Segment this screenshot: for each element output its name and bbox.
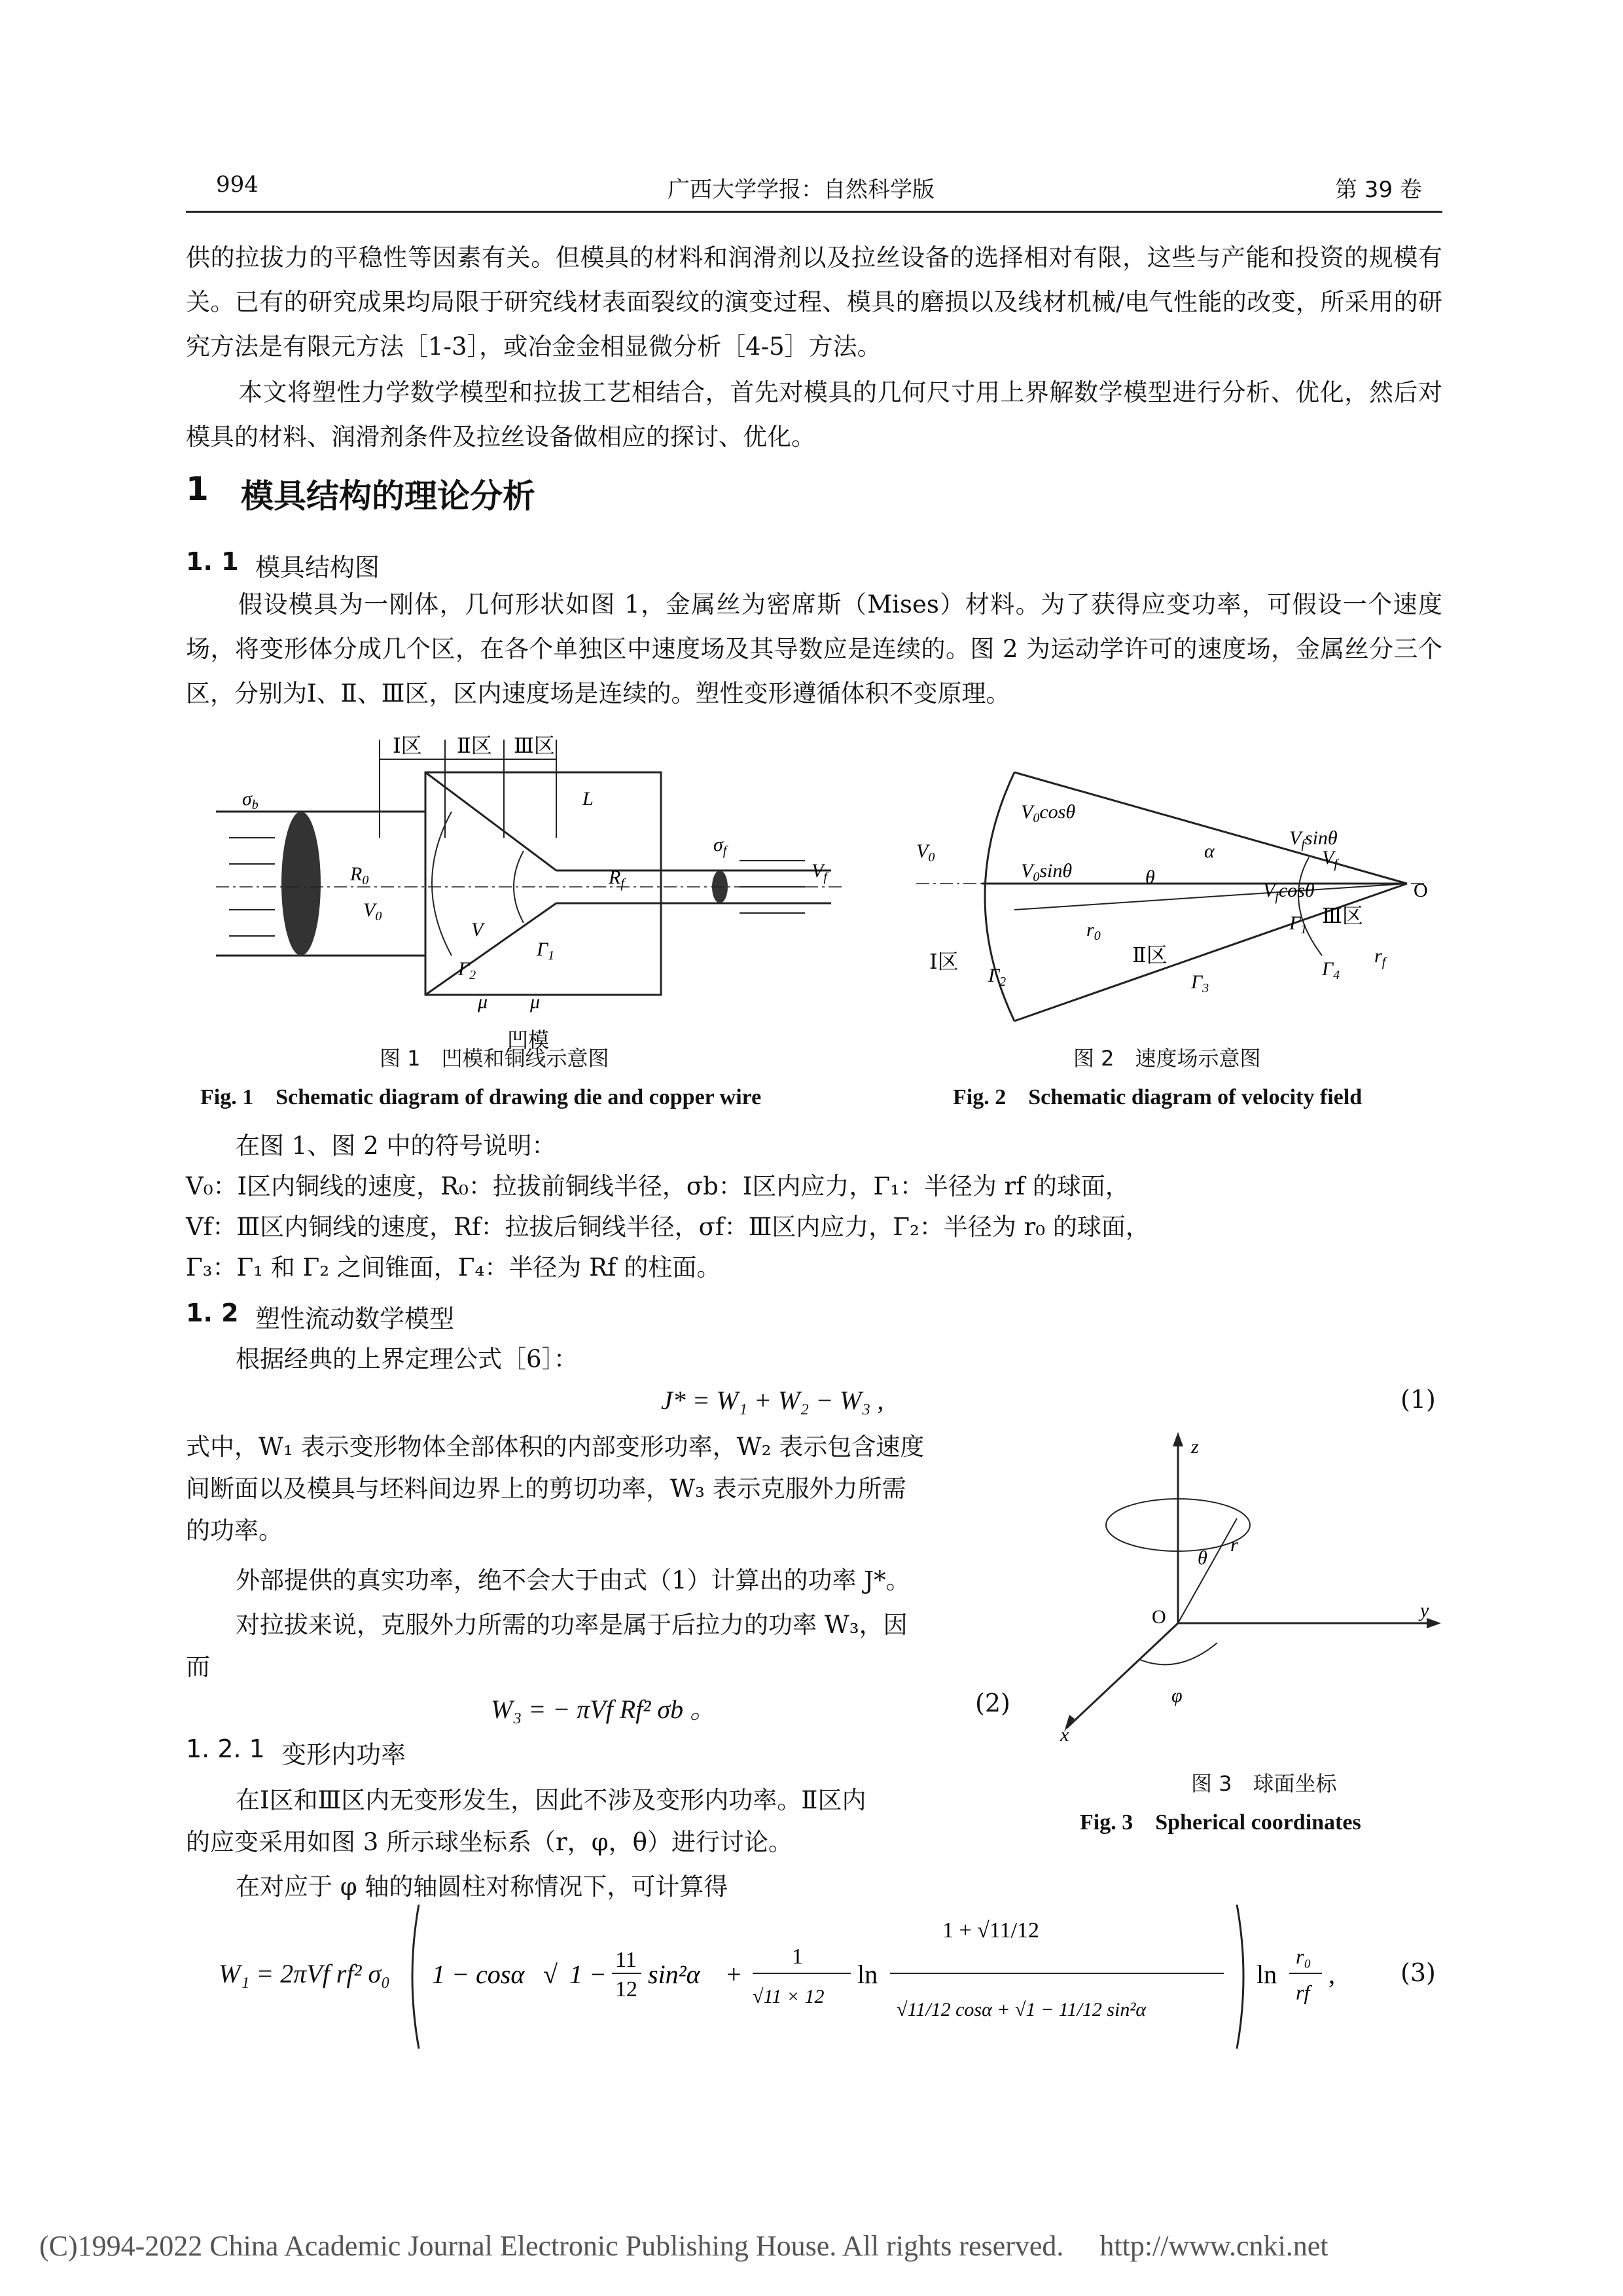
fig2-caption-en: Fig. 2 Schematic diagram of velocity field — [953, 1085, 1363, 1109]
where-line-2: 间断面以及模具与坯料间边界上的剪切功率，W₃ 表示克服外力所需 — [186, 1475, 906, 1503]
symbols-line-2: Vf：Ⅲ区内铜线的速度，Rf：拉拔后铜线半径，σf：Ⅲ区内应力，Γ₂：半径为 r₀ 的球面， — [186, 1213, 1150, 1241]
svg-text:r₀: r₀ — [1296, 1945, 1311, 1968]
section-1-2-1-text-2: 的应变采用如图 3 所示球坐标系（r，φ，θ）进行讨论。 — [186, 1828, 793, 1856]
fig3-caption-en: Fig. 3 Spherical coordinates — [1080, 1810, 1361, 1835]
svg-text:Γ2: $\Gamma_2$ — [458, 958, 476, 982]
svg-text:Γ4: $\Gamma_4$ — [1322, 958, 1340, 982]
svg-text:Vf: $V_f$ — [812, 860, 827, 884]
header-rule — [186, 211, 1442, 213]
section-1-2-1-text-3: 在对应于 φ 轴的轴圆柱对称情况下，可计算得 — [236, 1873, 728, 1901]
section-1-2-1-text-1: 在Ⅰ区和Ⅲ区内无变形发生，因此不涉及变形内功率。Ⅱ区内 — [236, 1786, 866, 1814]
svg-text:V0: $V_0$ — [916, 840, 935, 865]
section-1-number: 1 — [186, 470, 209, 508]
drawing-text-2: 而 — [186, 1653, 210, 1681]
svg-text:σb: $\sigma_b$ — [242, 788, 259, 812]
intro-paragraph-2: 本文将塑性力学数学模型和拉拔工艺相结合，首先对模具的几何尺寸用上界解数学模型进行分析、优化，然后对模具的材料、润滑剂条件及拉丝设备做相应的探讨、优化。 — [186, 378, 1442, 451]
svg-text:z: z — [1191, 1436, 1199, 1458]
section-1-1-title: 模具结构图 — [255, 553, 380, 582]
page-number: 994 — [216, 171, 259, 198]
svg-text:θ: θ — [1198, 1547, 1207, 1569]
svg-text:μ: μ — [478, 991, 488, 1013]
svg-text:x: x — [1060, 1724, 1069, 1746]
equation-3-lhs: W₁ = 2πVf rf² σ₀ — [219, 1959, 391, 1988]
fig1-zone-1-label: Ⅰ区 — [393, 733, 422, 758]
svg-text:Γ2: $\Gamma_2$ — [988, 965, 1007, 989]
symbols-intro: 在图 1、图 2 中的符号说明： — [236, 1132, 556, 1160]
svg-text:+: + — [726, 1960, 741, 1989]
svg-text:√: √ — [543, 1960, 558, 1989]
svg-text:Vfsinθ: $V_f\sin\theta$ — [1289, 827, 1338, 852]
equation-1: J* = W₁ + W₂ − W₃ , — [661, 1386, 884, 1415]
svg-text:11: 11 — [615, 1948, 637, 1972]
fig2-zone-2-label: Ⅱ区 — [1132, 942, 1168, 967]
section-1-title: 模具结构的理论分析 — [241, 477, 535, 515]
drawing-text-1: 对拉拔来说，克服外力所需的功率是属于后拉力的功率 W₃，因 — [236, 1611, 908, 1639]
svg-text:ln: ln — [857, 1960, 878, 1989]
equation-3-body — [406, 1898, 1361, 2055]
real-power-text: 外部提供的真实功率，绝不会大于由式（1）计算出的功率 J*。 — [236, 1566, 910, 1594]
section-1-1-text: 假设模具为一刚体，几何形状如图 1，金属丝为密席斯（Mises）材料。为了获得应变功率，可假设一个速度场，将变形体分成几个区，在各个单独区中速度场及其导数应是连续的。图 2 为运动学许可的速度场，金属丝分三个区，分别为Ⅰ、Ⅱ、Ⅲ区，区内速度场是连续的。塑性变形遵循体积不变原理。 — [186, 590, 1442, 708]
svg-text:rf: rf — [1296, 1981, 1310, 2004]
figure-3-spherical-coordinates — [1047, 1427, 1453, 1746]
svg-text:Rf: $R_f$ — [609, 867, 624, 891]
symbols-line-1: V₀：Ⅰ区内铜线的速度，R₀：拉拔前铜线半径，σb：Ⅰ区内应力，Γ₁：半径为 rf 的球面， — [186, 1172, 1130, 1200]
svg-text:ln: ln — [1257, 1960, 1277, 1989]
svg-text:r: r — [1230, 1534, 1238, 1556]
fig1-die-label: 凹模 — [507, 1028, 550, 1052]
svg-text:r0: $r_0$ — [1086, 919, 1101, 943]
svg-text:1 + √11/12: 1 + √11/12 — [942, 1918, 1040, 1943]
section-1-2-number: 1. 2 — [186, 1299, 239, 1327]
fig1-zone-2-label: Ⅱ区 — [457, 733, 492, 758]
svg-text:√11 × 12: √11 × 12 — [753, 1986, 825, 2007]
svg-text:V0: $V_0$ — [363, 899, 382, 924]
svg-text:sin²α: sin²α — [648, 1960, 700, 1989]
svg-text:y: y — [1420, 1600, 1429, 1621]
svg-text:σf: $\sigma_f$ — [713, 834, 727, 858]
svg-text:1: 1 — [792, 1945, 803, 1969]
where-line-1: 式中，W₁ 表示变形物体全部体积的内部变形功率，W₂ 表示包含速度 — [186, 1433, 925, 1461]
svg-text:Γ3: $\Gamma_3$ — [1191, 971, 1209, 996]
svg-text:1 − cosα: 1 − cosα — [432, 1960, 525, 1989]
svg-text:V0cosθ: $V_0\cos\theta$ — [1021, 801, 1076, 825]
svg-text:O: O — [1152, 1606, 1166, 1628]
fig2-zone-3-label: Ⅲ区 — [1322, 903, 1363, 928]
figure-2-velocity-field — [916, 766, 1440, 1028]
svg-text:θ: θ — [1145, 867, 1155, 888]
svg-text:Γ1: $\Gamma_1$ — [537, 939, 555, 963]
intro-paragraph-1: 供的拉拔力的平稳性等因素有关。但模具的材料和润滑剂以及拉丝设备的选择相对有限，这些与产能和投资的规模有关。已有的研究成果均局限于研究线材表面裂纹的演变过程、模具的磨损以及线材机械/电气性能的改变，所采用的研究方法是有限元方法［1-3］，或冶金金相显微分析［4-5］方法。 — [186, 243, 1442, 361]
svg-text:R0: $R_0$ — [350, 863, 369, 888]
svg-text:Vfcosθ: $V_f\cos\theta$ — [1263, 880, 1315, 904]
where-line-3: 的功率。 — [186, 1516, 283, 1545]
symbols-line-3: Γ₃：Γ₁ 和 Γ₂ 之间锥面，Γ₄：半径为 Rf 的柱面。 — [186, 1253, 721, 1282]
section-1-2-title: 塑性流动数学模型 — [255, 1304, 455, 1333]
figure-1-drawing-die — [216, 720, 857, 1052]
section-1-2-1-number: 1. 2. 1 — [186, 1734, 265, 1763]
copyright-footer: (C)1994-2022 China Academic Journal Electronic Publishing House. All rights reserved. http://www.cnki.net — [39, 2230, 1329, 2262]
fig3-caption-cn: 图 3 球面坐标 — [1191, 1771, 1337, 1796]
fig2-zone-1-label: Ⅰ区 — [929, 949, 959, 974]
svg-text:V0sinθ: $V_0\sin\theta$ — [1021, 860, 1073, 884]
equation-2-number: (2) — [975, 1689, 1010, 1717]
fig1-zone-3-label: Ⅲ区 — [514, 733, 555, 758]
svg-text:12: 12 — [615, 1977, 637, 2001]
svg-text:μ: μ — [530, 991, 541, 1013]
equation-1-number: (1) — [1400, 1385, 1436, 1414]
svg-text:Γ1: $\Gamma_1$ — [1289, 912, 1308, 937]
svg-text:Vf: $V_f$ — [1322, 847, 1338, 871]
section-1-2-1-title: 变形内功率 — [281, 1740, 406, 1769]
fig1-caption-cn: 图 1 凹模和铜线示意图 — [380, 1046, 609, 1071]
svg-text:α: α — [1204, 840, 1215, 862]
svg-text:rf: $r_f$ — [1374, 945, 1386, 969]
svg-text:,: , — [1329, 1960, 1335, 1989]
svg-text:φ: φ — [1171, 1685, 1183, 1706]
fig1-caption-en: Fig. 1 Schematic diagram of drawing die and copper wire — [200, 1085, 762, 1109]
section-1-1-number: 1. 1 — [186, 547, 239, 576]
svg-text:O: O — [1414, 880, 1428, 901]
equation-2: W₃ = − πVf Rf² σb 。 — [491, 1695, 717, 1724]
svg-text:√11/12 cosα + √1 − 11/12 sin²α: √11/12 cosα + √1 − 11/12 sin²α — [897, 1999, 1147, 2020]
svg-text:V: V — [471, 919, 484, 941]
svg-text:L: L — [582, 788, 594, 810]
svg-text:1 −: 1 − — [569, 1960, 607, 1989]
section-1-2-lead: 根据经典的上界定理公式［6］： — [236, 1345, 579, 1373]
volume-label: 第 39 卷 — [1335, 177, 1422, 203]
journal-title: 广西大学学报：自然科学版 — [668, 177, 935, 203]
fig2-caption-cn: 图 2 速度场示意图 — [1073, 1046, 1261, 1071]
equation-3-number: (3) — [1400, 1958, 1436, 1987]
